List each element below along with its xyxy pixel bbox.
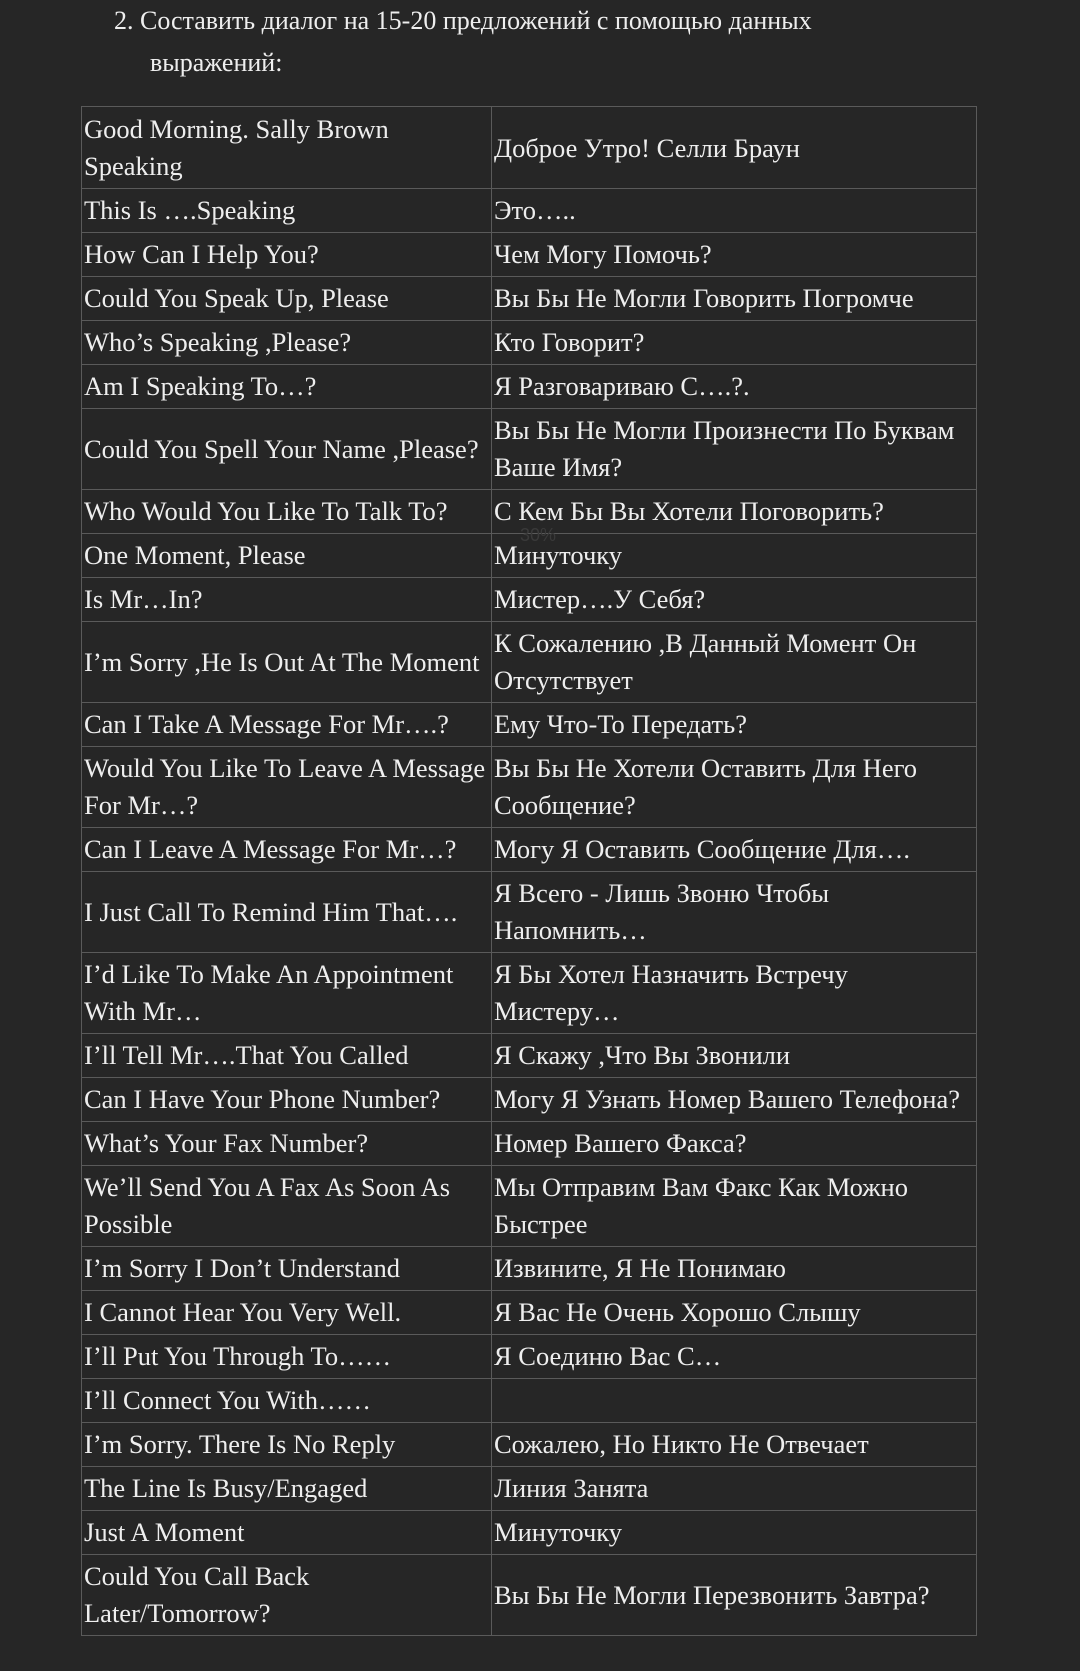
russian-translation-cell: Кто Говорит?: [492, 321, 977, 365]
table-row: [82, 1467, 977, 1511]
english-phrase-cell: One Moment, Please: [82, 534, 492, 578]
english-phrase-cell: We’ll Send You A Fax As Soon As Possible: [82, 1166, 492, 1247]
table-row: [82, 622, 977, 703]
exercise-number: 2.: [114, 6, 134, 35]
exercise-instruction-line2: выражений:: [150, 48, 283, 77]
russian-translation-cell: Мы Отправим Вам Факс Как Можно Быстрее: [492, 1166, 977, 1247]
table-row: [82, 409, 977, 490]
english-phrase-cell: I’ll Tell Mr….That You Called: [82, 1034, 492, 1078]
russian-translation-cell: [492, 1379, 977, 1423]
russian-translation-cell: Вы Бы Не Хотели Оставить Для Него Сообщение?: [492, 747, 977, 828]
table-row: [82, 1555, 977, 1636]
russian-translation-cell: Мистер….У Себя?: [492, 578, 977, 622]
english-phrase-cell: I’ll Connect You With……: [82, 1379, 492, 1423]
russian-translation-cell: Я Всего - Лишь Звоню Чтобы Напомнить…: [492, 872, 977, 953]
russian-translation-cell: Ему Что-То Передать?: [492, 703, 977, 747]
russian-translation-cell: Номер Вашего Факса?: [492, 1122, 977, 1166]
english-phrase-cell: What’s Your Fax Number?: [82, 1122, 492, 1166]
russian-translation-cell: Я Соединю Вас С…: [492, 1335, 977, 1379]
table-row: [82, 872, 977, 953]
english-phrase-cell: Who Would You Like To Talk To?: [82, 490, 492, 534]
english-phrase-cell: This Is ….Speaking: [82, 189, 492, 233]
english-phrase-cell: Who’s Speaking ,Please?: [82, 321, 492, 365]
table-row: [82, 189, 977, 233]
russian-translation-cell: Это…..: [492, 189, 977, 233]
table-row: [82, 578, 977, 622]
table-row: [82, 1291, 977, 1335]
overlay-percent-label: 30%: [520, 525, 557, 545]
english-phrase-cell: Am I Speaking To…?: [82, 365, 492, 409]
table-row: [82, 1078, 977, 1122]
exercise-heading: [114, 0, 1014, 84]
russian-translation-cell: Могу Я Оставить Сообщение Для….: [492, 828, 977, 872]
table-row: [82, 1166, 977, 1247]
russian-translation-cell: Вы Бы Не Могли Произнести По Буквам Ваше Имя?: [492, 409, 977, 490]
russian-translation-cell: Сожалею, Но Никто Не Отвечает: [492, 1423, 977, 1467]
exercise-instruction-line1: Составить диалог на 15-20 предложений с помощью данных: [140, 6, 812, 35]
russian-translation-cell: Линия Занята: [492, 1467, 977, 1511]
russian-translation-cell: Могу Я Узнать Номер Вашего Телефона?: [492, 1078, 977, 1122]
russian-translation-cell: Я Бы Хотел Назначить Встречу Мистеру…: [492, 953, 977, 1034]
phrase-table-body: [82, 107, 977, 1636]
table-row: [82, 277, 977, 321]
english-phrase-cell: Would You Like To Leave A Message For Mr…?: [82, 747, 492, 828]
table-row: [82, 1511, 977, 1555]
english-phrase-cell: Can I Take A Message For Mr….?: [82, 703, 492, 747]
table-row: [82, 1379, 977, 1423]
english-phrase-cell: Good Morning. Sally Brown Speaking: [82, 107, 492, 189]
russian-translation-cell: Вы Бы Не Могли Перезвонить Завтра?: [492, 1555, 977, 1636]
english-phrase-cell: Can I Have Your Phone Number?: [82, 1078, 492, 1122]
table-row: [82, 703, 977, 747]
english-phrase-cell: Is Mr…In?: [82, 578, 492, 622]
russian-translation-cell: К Сожалению ,В Данный Момент Он Отсутствует: [492, 622, 977, 703]
table-row: [82, 365, 977, 409]
english-phrase-cell: Could You Call Back Later/Tomorrow?: [82, 1555, 492, 1636]
english-phrase-cell: Could You Spell Your Name ,Please?: [82, 409, 492, 490]
russian-translation-cell: Вы Бы Не Могли Говорить Погромче: [492, 277, 977, 321]
table-row: [82, 1034, 977, 1078]
english-phrase-cell: I’m Sorry ,He Is Out At The Moment: [82, 622, 492, 703]
russian-translation-cell: Минуточку: [492, 534, 977, 578]
table-row: [82, 321, 977, 365]
russian-translation-cell: Я Скажу ,Что Вы Звонили: [492, 1034, 977, 1078]
table-row: [82, 107, 977, 189]
english-phrase-cell: I’d Like To Make An Appointment With Mr…: [82, 953, 492, 1034]
english-phrase-cell: Could You Speak Up, Please: [82, 277, 492, 321]
table-row: [82, 953, 977, 1034]
table-row: [82, 1247, 977, 1291]
table-row: [82, 233, 977, 277]
table-row: [82, 828, 977, 872]
table-row: [82, 1423, 977, 1467]
english-phrase-cell: I’m Sorry. There Is No Reply: [82, 1423, 492, 1467]
table-row: [82, 1335, 977, 1379]
english-phrase-cell: Can I Leave A Message For Mr…?: [82, 828, 492, 872]
phrase-table: [81, 106, 977, 1636]
english-phrase-cell: I Cannot Hear You Very Well.: [82, 1291, 492, 1335]
english-phrase-cell: I’ll Put You Through To……: [82, 1335, 492, 1379]
russian-translation-cell: Доброе Утро! Селли Браун: [492, 107, 977, 189]
russian-translation-cell: Я Вас Не Очень Хорошо Слышу: [492, 1291, 977, 1335]
english-phrase-cell: I Just Call To Remind Him That….: [82, 872, 492, 953]
english-phrase-cell: How Can I Help You?: [82, 233, 492, 277]
russian-translation-cell: Минуточку: [492, 1511, 977, 1555]
english-phrase-cell: I’m Sorry I Don’t Understand: [82, 1247, 492, 1291]
table-row: [82, 747, 977, 828]
russian-translation-cell: Извините, Я Не Понимаю: [492, 1247, 977, 1291]
russian-translation-cell: С Кем Бы Вы Хотели Поговорить?: [492, 490, 977, 534]
russian-translation-cell: Я Разговариваю С….?.: [492, 365, 977, 409]
russian-translation-cell: Чем Могу Помочь?: [492, 233, 977, 277]
english-phrase-cell: The Line Is Busy/Engaged: [82, 1467, 492, 1511]
table-row: [82, 1122, 977, 1166]
english-phrase-cell: Just A Moment: [82, 1511, 492, 1555]
